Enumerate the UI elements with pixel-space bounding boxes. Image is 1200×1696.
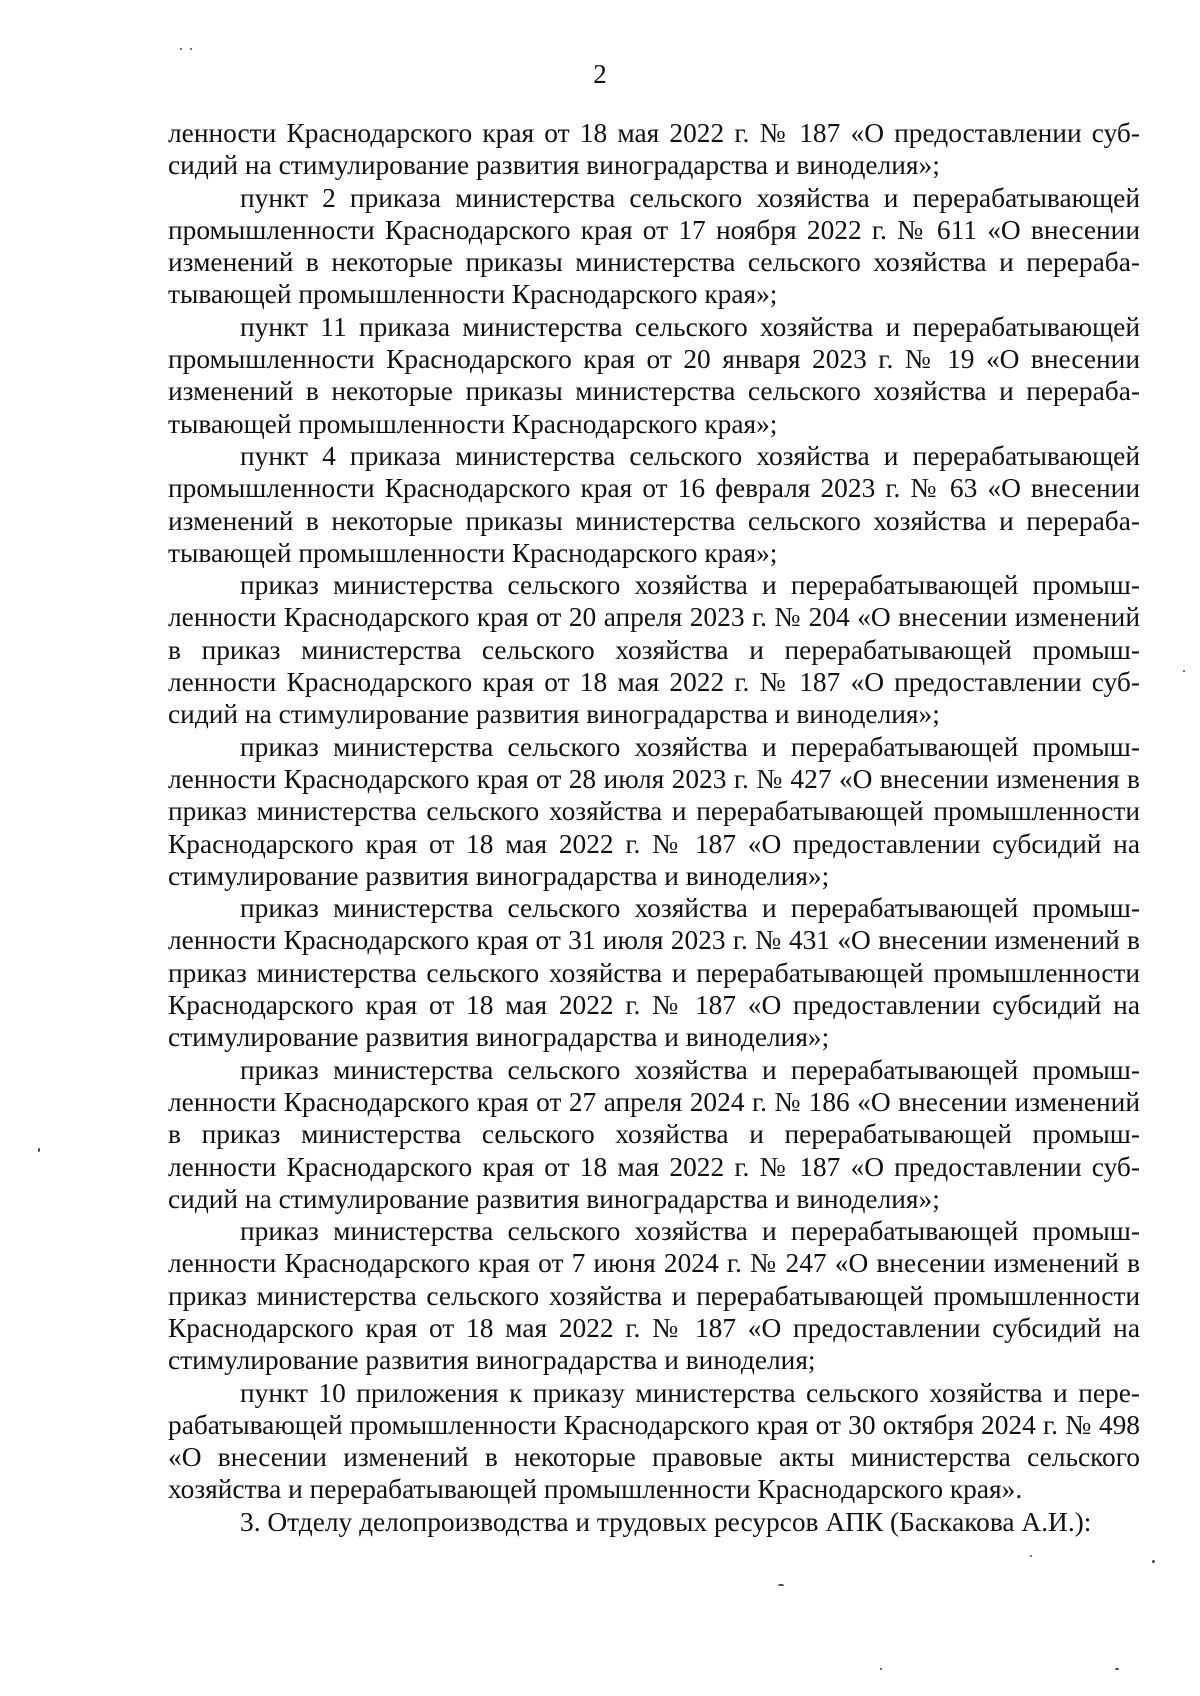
scan-speck — [880, 1668, 882, 1670]
scan-speck — [180, 48, 182, 50]
paragraph-item: приказ министерства сельского хозяйства и перерабатывающей промышленности Краснодарского края от 20 апреля 2023 г. № 204 «О внесении изменений в приказ министерства сельского хозяйства и перерабатывающей промышленности Краснодарского края от 18 мая 2022 г. № 187 «О предоставлении субсидий на стимулирование развития виноградарства и виноделия»; — [168, 570, 1140, 730]
document-body — [168, 117, 1140, 1538]
paragraph-item: пункт 2 приказа министерства сельского хозяйства и перерабатывающей промышленности Краснодарского края от 17 ноября 2022 г. № 611 «О внесении изменений в некоторые приказы министерства сельского хозяйства и перерабатывающей промышленности Краснодарского края»; — [168, 182, 1140, 310]
scan-speck — [190, 48, 192, 50]
scan-speck — [38, 1148, 40, 1152]
paragraph-continuation: ленности Краснодарского края от 18 мая 2022 г. № 187 «О предоставлении субсидий на стимулирование развития виноградарства и виноделия»; — [168, 118, 1140, 181]
page-number: 2 — [593, 59, 607, 89]
paragraph-item: пункт 10 приложения к приказу министерства сельского хозяйства и перерабатывающей промышленности Краснодарского края от 30 октября 2024 г. № 498 «О внесении изменений в некоторые правовые акты министерства сельского хозяйства и перерабатывающей промышленности Краснодарского края». — [168, 1377, 1140, 1505]
paragraph-item: приказ министерства сельского хозяйства и перерабатывающей промышленности Краснодарского края от 28 июля 2023 г. № 427 «О внесении изменения в приказ министерства сельского хозяйства и перерабатывающей промышленности Краснодарского края от 18 мая 2022 г. № 187 «О предоставлении субсидий на стимулирование развития виноградарства и виноделия»; — [168, 731, 1140, 891]
paragraph-item: пункт 11 приказа министерства сельского хозяйства и перерабатывающей промышленности Краснодарского края от 20 января 2023 г. № 19 «О внесении изменений в некоторые приказы министерства сельского хозяйства и перерабатывающей промышленности Краснодарского края»; — [168, 311, 1140, 439]
paragraph-item: приказ министерства сельского хозяйства и перерабатывающей промышленности Краснодарского края от 31 июля 2023 г. № 431 «О внесении изменений в приказ министерства сельского хозяйства и перерабатывающей промышленности Краснодарского края от 18 мая 2022 г. № 187 «О предоставлении субсидий на стимулирование развития виноградарства и виноделия»; — [168, 893, 1140, 1053]
paragraph-section-3: 3. Отделу делопроизводства и трудовых ресурсов АПК (Баскакова А.И.): — [240, 1506, 1092, 1537]
paragraph-item: приказ министерства сельского хозяйства и перерабатывающей промышленности Краснодарского края от 7 июня 2024 г. № 247 «О внесении изменений в приказ министерства сельского хозяйства и перерабатывающей промышленности Краснодарского края от 18 мая 2022 г. № 187 «О предоставлении субсидий на стимулирование развития виноградарства и виноделия; — [168, 1216, 1140, 1376]
scan-speck — [1030, 1555, 1032, 1557]
paragraph-item: пункт 4 приказа министерства сельского хозяйства и перерабатывающей промышленности Краснодарского края от 16 февраля 2023 г. № 63 «О внесении изменений в некоторые приказы министерства сельского хозяйства и перерабатывающей промышленности Краснодарского края»; — [168, 440, 1140, 568]
scan-speck — [1183, 670, 1185, 672]
scan-speck — [778, 1584, 784, 1586]
scan-speck — [1152, 1560, 1155, 1563]
paragraph-item: приказ министерства сельского хозяйства и перерабатывающей промышленности Краснодарского края от 27 апреля 2024 г. № 186 «О внесении изменений в приказ министерства сельского хозяйства и перерабатывающей промышленности Краснодарского края от 18 мая 2022 г. № 187 «О предоставлении субсидий на стимулирование развития виноградарства и виноделия»; — [168, 1054, 1140, 1214]
scan-speck — [1115, 1668, 1119, 1670]
